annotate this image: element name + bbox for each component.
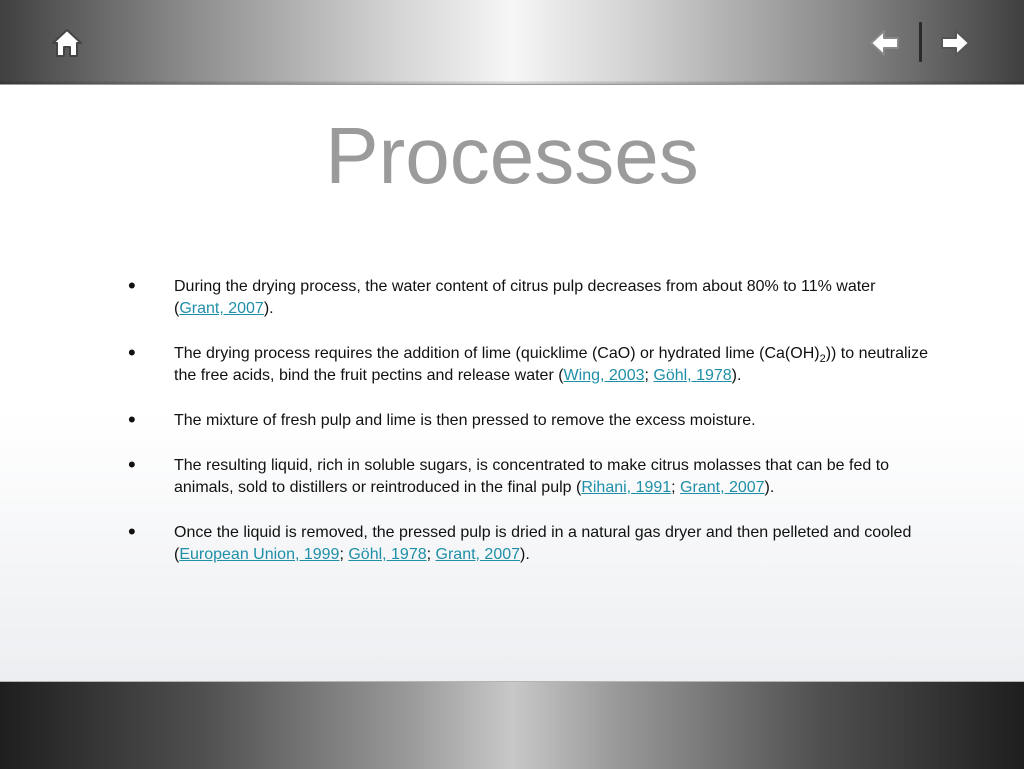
- bullet-text: )) to neutralize the free acids, bind the fruit pectins and release water (: [174, 345, 928, 384]
- bullet-item: [128, 407, 928, 432]
- bullet-dot: •: [128, 452, 136, 477]
- bullet-list: [128, 273, 928, 589]
- top-toolbar: [0, 0, 1024, 85]
- bullet-text: The drying process requires the addition of lime (quicklime (CaO) or hydrated lime (Ca(OH): [174, 345, 820, 362]
- citation-link[interactable]: Göhl, 1978: [348, 546, 427, 563]
- citation-link[interactable]: European Union, 1999: [179, 546, 340, 563]
- arrow-right-icon: [938, 26, 972, 60]
- bullet-item: [128, 273, 928, 320]
- bullet-text: During the drying process, the water content of citrus pulp decreases from about 80% to 11% water (: [174, 278, 876, 317]
- bullet-text: ).: [731, 367, 742, 384]
- bullet-item: [128, 452, 928, 499]
- home-button[interactable]: [50, 26, 84, 60]
- bullet-dot: •: [128, 340, 136, 365]
- nav-separator: [919, 22, 922, 62]
- bullet-text: ;: [671, 479, 681, 496]
- bullet-text: Once the liquid is removed, the pressed pulp is dried in a natural gas dryer and then pelleted and cooled (: [174, 524, 912, 563]
- bullet-text: ).: [263, 300, 274, 317]
- subscript-text: 2: [819, 353, 826, 366]
- bullet-text: ).: [520, 546, 530, 563]
- bottom-bar: [0, 681, 1024, 769]
- bullet-dot: •: [128, 519, 136, 544]
- citation-link[interactable]: Rihani, 1991: [581, 479, 672, 496]
- previous-slide-button[interactable]: [868, 26, 902, 60]
- bullet-item: [128, 519, 928, 566]
- bullet-dot: •: [128, 407, 136, 432]
- bullet-text: The resulting liquid, rich in soluble sugars, is concentrated to make citrus molasses that can be fed to animals, sold to distillers or reintroduced in the final pulp (: [174, 457, 890, 496]
- bullet-text: ;: [644, 367, 654, 384]
- bullet-text: The mixture of fresh pulp and lime is then pressed to remove the excess moisture.: [174, 412, 756, 429]
- citation-link[interactable]: Göhl, 1978: [653, 367, 732, 384]
- home-icon: [50, 26, 84, 60]
- arrow-left-icon: [868, 26, 902, 60]
- slide-title: Processes: [325, 111, 699, 200]
- next-slide-button[interactable]: [938, 26, 972, 60]
- citation-link[interactable]: Grant, 2007: [680, 479, 765, 496]
- citation-link[interactable]: Grant, 2007: [179, 300, 264, 317]
- bullet-text: ;: [339, 546, 349, 563]
- bullet-item: [128, 340, 928, 387]
- bullet-text: ;: [426, 546, 436, 563]
- bullet-text: ).: [764, 479, 775, 496]
- bullet-dot: •: [128, 273, 136, 298]
- citation-link[interactable]: Wing, 2003: [563, 367, 645, 384]
- citation-link[interactable]: Grant, 2007: [435, 546, 521, 563]
